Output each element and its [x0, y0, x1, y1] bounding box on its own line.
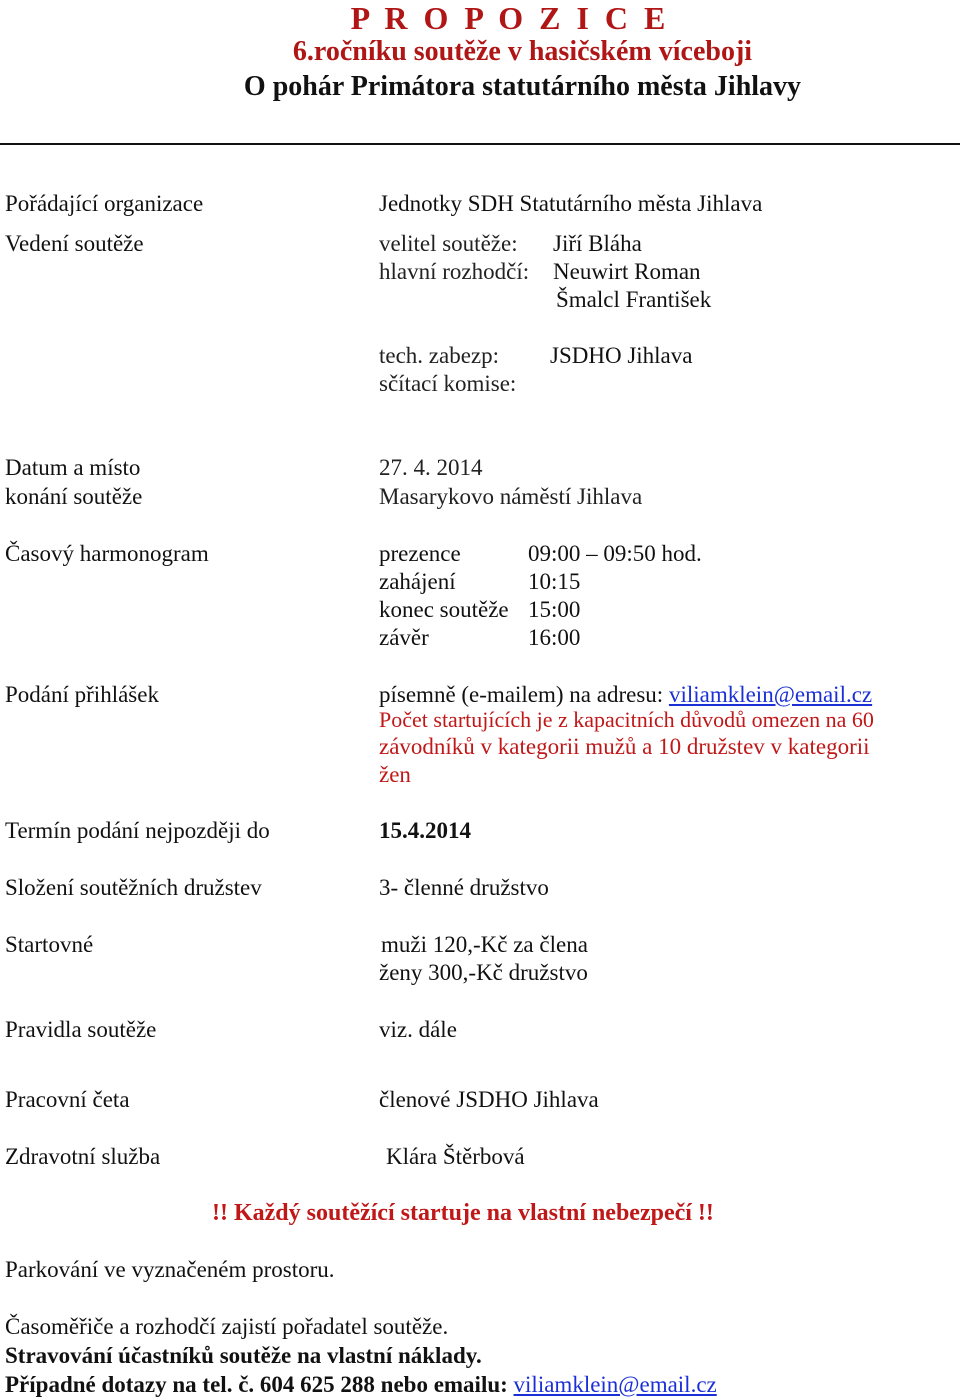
schedule-item-name: konec soutěže — [379, 597, 509, 622]
organizer-label: Pořádající organizace — [5, 191, 204, 216]
commander-name: Jiří Bláha — [553, 231, 642, 256]
teams-label: Složení soutěžních družstev — [5, 875, 262, 900]
fee-women: ženy 300,-Kč družstvo — [379, 960, 588, 985]
schedule-item-time: 16:00 — [528, 625, 581, 650]
deadline-label: Termín podání nejpozději do — [5, 818, 270, 843]
fee-label: Startovné — [5, 932, 94, 957]
applications-text — [379, 681, 872, 709]
counting-role: sčítací komise: — [379, 371, 517, 396]
capacity-note-line1: Počet startujících je z kapacitních důvodů omezen na 60 — [379, 707, 874, 732]
date-label-line2: konání soutěže — [5, 484, 143, 509]
organizer-value: Jednotky SDH Statutárního města Jihlava — [379, 191, 763, 216]
schedule-item-time: 15:00 — [528, 597, 581, 622]
schedule-item-time: 09:00 – 09:50 hod. — [528, 541, 702, 566]
parking-note: Parkování ve vyznačeném prostoru. — [5, 1257, 335, 1282]
schedule-item-time: 10:15 — [528, 569, 581, 594]
fee-men: muži 120,-Kč za člena — [381, 932, 588, 957]
medical-label: Zdravotní služba — [5, 1144, 161, 1169]
schedule-label: Časový harmonogram — [5, 541, 209, 566]
date-value: 27. 4. 2014 — [379, 455, 483, 480]
date-label-line1: Datum a místo — [5, 455, 141, 480]
schedule-item-name: zahájení — [379, 569, 456, 594]
rules-label: Pravidla soutěže — [5, 1017, 157, 1042]
medical-value: Klára Štěrbová — [386, 1144, 525, 1169]
contact-text: Případné dotazy na tel. č. 604 625 288 nebo emailu: — [5, 1372, 508, 1397]
place-value: Masarykovo náměstí Jihlava — [379, 484, 643, 509]
contact-email-link[interactable]: viliamklein@email.cz — [513, 1372, 717, 1397]
capacity-note-line2: závodníků v kategorii mužů a 10 družstev v kategorii — [379, 734, 870, 759]
applications-label: Podání přihlášek — [5, 682, 159, 707]
teams-value: 3- členné družstvo — [379, 875, 549, 900]
crew-value: členové JSDHO Jihlava — [379, 1087, 599, 1112]
rules-value: viz. dále — [379, 1017, 457, 1042]
commander-role: velitel soutěže: — [379, 231, 518, 256]
catering-note: Stravování účastníků soutěže na vlastní náklady. — [5, 1343, 482, 1368]
crew-label: Pracovní četa — [5, 1087, 130, 1112]
document-title: P R O P O Z I C E — [350, 0, 670, 36]
applications-instruction: písemně (e-mailem) na adresu: — [379, 682, 664, 707]
deadline-value: 15.4.2014 — [379, 818, 471, 843]
applications-email-link[interactable]: viliamklein@email.cz — [668, 682, 873, 707]
judge-name-2: Šmalcl František — [556, 287, 712, 312]
header-divider — [0, 143, 960, 145]
document-subtitle-cup: O pohár Primátora statutárního města Jihlavy — [243, 71, 802, 102]
tech-role: tech. zabezp: — [379, 343, 500, 368]
schedule-item-name: prezence — [379, 541, 461, 566]
contact-note — [5, 1371, 717, 1399]
timekeepers-note: Časoměřiče a rozhodčí zajistí pořadatel soutěže. — [5, 1314, 449, 1339]
judge-name-1: Neuwirt Roman — [553, 259, 701, 284]
judge-role: hlavní rozhodčí: — [379, 259, 530, 284]
risk-warning: !! Každý soutěžící startuje na vlastní nebezpečí !! — [212, 1200, 714, 1226]
management-label: Vedení soutěže — [5, 231, 144, 256]
tech-value: JSDHO Jihlava — [550, 343, 693, 368]
capacity-note-line3: žen — [379, 762, 411, 787]
schedule-item-name: závěr — [379, 625, 429, 650]
document-subtitle-edition: 6.ročníku soutěže v hasičském víceboji — [292, 36, 753, 67]
